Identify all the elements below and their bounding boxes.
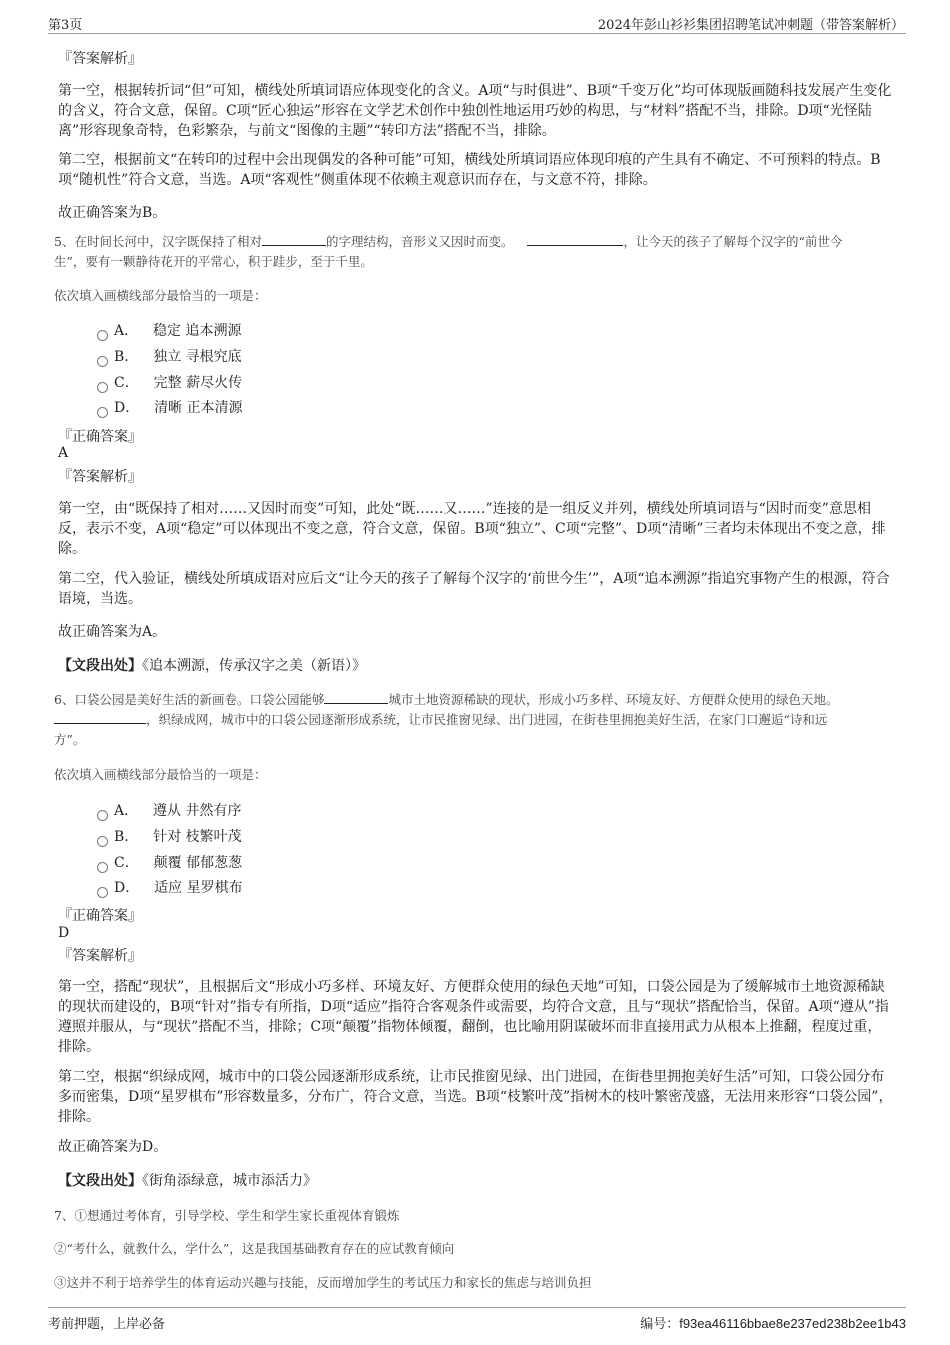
page-number: 第3页: [48, 18, 83, 33]
header-divider: [48, 33, 906, 34]
q4-analysis-paragraph-1: 第一空，根据转折词“但”可知，横线处所填词语应体现变化的含义。A项“与时俱进”、B项“千变万化”均可体现版画随科技发展产生变化的含义，符合文意，保留。C项“匠心独运”形容在文学艺术创作中独创性地运用巧妙的构思，与“材料”搭配不当，排除。D项“光怪陆离”形容现象奇特，色彩繁杂，与前文“图像的主题”“转印方法”搭配不当，排除。: [58, 83, 892, 139]
q5-stem-part-d: 生”，要有一颗静待花开的平常心，积于跬步，至于千里。: [54, 254, 373, 269]
q6-conclusion: 故正确答案为D。: [58, 1139, 168, 1155]
q5-option-d[interactable]: D． 清晰 正本清源: [114, 400, 243, 416]
q6-source-text: 《街角添绿意，城市添活力》: [142, 1173, 317, 1189]
q5-analysis-paragraph-2: 第二空，代入验证，横线处所填成语对应后文“让今天的孩子了解每个汉字的‘前世今生’”，A项“追本溯源”指追究事物产生的根源，符合语境，当选。: [58, 571, 890, 607]
q7-line-2: ②“考什么，就教什么，学什么”，这是我国基础教育存在的应试教育倾向: [54, 1241, 455, 1256]
footer-code: [640, 1313, 906, 1332]
q4-analysis-label: 『答案解析』: [58, 51, 142, 67]
q4-conclusion: 故正确答案为B。: [58, 205, 167, 221]
footer-code-label: 编号：: [640, 1317, 680, 1332]
q6-option-b[interactable]: B． 针对 枝繁叶茂: [114, 829, 242, 845]
q6-blank-2: [54, 711, 146, 724]
q5-blank-2: [527, 233, 623, 246]
q6-stem: [54, 690, 894, 750]
q6-analysis-label: 『答案解析』: [58, 948, 142, 964]
footer-slogan: 考前押题，上岸必备: [48, 1317, 166, 1332]
q7-line-1: 7、①想通过考体育，引导学校、学生和学生家长重视体育锻炼: [54, 1208, 400, 1223]
footer-divider: [48, 1307, 906, 1308]
q6-correct-answer: D: [58, 925, 70, 941]
q5-source-label: 【文段出处】: [58, 658, 142, 674]
document-title: 2024年彭山衫衫集团招聘笔试冲刺题（带答案解析）: [597, 18, 904, 33]
q6-correct-label: 『正确答案』: [58, 908, 142, 924]
q7-line-3: ③这并不利于培养学生的体育运动兴趣与技能，反而增加学生的考试压力和家长的焦虑与培训负担: [54, 1275, 592, 1290]
q5-option-a[interactable]: A． 稳定 追本溯源: [114, 323, 242, 339]
q6-option-a[interactable]: A． 遵从 井然有序: [114, 803, 242, 819]
q5-stem: [54, 232, 894, 272]
q5-option-b[interactable]: B． 独立 寻根究底: [114, 349, 242, 365]
q5-prompt: 依次填入画横线部分最恰当的一项是：: [54, 288, 267, 303]
q5-conclusion: 故正确答案为A。: [58, 624, 167, 640]
q4-analysis-paragraph-2: 第二空，根据前文“在转印的过程中会出现偶发的各种可能”可知，横线处所填词语应体现印痕的产生具有不确定、不可预料的特点。B项“随机性”符合文意，当选。A项“客观性”侧重体现不依赖主观意识而存在，与文意不符，排除。: [58, 152, 881, 188]
q5-blank-1: [262, 233, 326, 246]
q6-option-d[interactable]: D． 适应 星罗棋布: [114, 880, 243, 896]
q6-stem-part-a: 6、口袋公园是美好生活的新画卷。口袋公园能够: [54, 692, 325, 707]
footer-code-value: f93ea46116bbae8e237ed238b2ee1b43: [679, 1316, 906, 1331]
q5-source: [58, 656, 894, 676]
q5-stem-part-b: 的字理结构，音形义又因时而变。: [325, 234, 514, 249]
q5-stem-part-a: 5、在时间长河中，汉字既保持了相对: [54, 234, 262, 249]
q5-analysis-paragraph-1: 第一空，由“既保持了相对……又因时而变”可知，此处“既……又……”连接的是一组反义并列，横线处所填词语与“因时而变”意思相反，表示不变，A项“稳定”可以体现出不变之意，符合文意，保留。B项“独立”、C项“完整”、D项“清晰”三者均未体现出不变之意，排除。: [58, 501, 886, 557]
q5-source-text: 《追本溯源，传承汉字之美（新语）》: [142, 658, 366, 674]
q6-source-label: 【文段出处】: [58, 1173, 142, 1189]
q6-stem-part-b: 城市土地资源稀缺的现状，形成小巧多样、环境友好、方便群众使用的绿色天地。: [388, 692, 839, 707]
q6-analysis-paragraph-2: 第二空，根据“织绿成网，城市中的口袋公园逐渐形成系统，让市民推窗见绿、出门进园，在街巷里拥抱美好生活”可知，口袋公园分布多而密集，D项“星罗棋布”形容数量多，分布广，符合文意，当选。B项“枝繁叶茂”指树木的枝叶繁密茂盛，无法用来形容“口袋公园”，排除。: [58, 1069, 893, 1125]
q5-analysis-label: 『答案解析』: [58, 469, 142, 485]
q6-blank-1: [324, 691, 388, 704]
q5-stem-part-c: ，让今天的孩子了解每个汉字的“前世今: [623, 234, 843, 249]
q6-prompt: 依次填入画横线部分最恰当的一项是：: [54, 767, 267, 782]
q6-stem-part-d: 方”。: [54, 732, 86, 747]
q6-option-c[interactable]: C． 颠覆 郁郁葱葱: [114, 855, 243, 871]
q5-correct-answer: A: [58, 445, 69, 461]
q5-correct-label: 『正确答案』: [58, 429, 142, 445]
q6-stem-part-c: ，织绿成网，城市中的口袋公园逐渐形成系统，让市民推窗见绿、出门进园，在街巷里拥抱美好生活，在家门口邂逅“诗和远: [146, 712, 828, 727]
q5-option-c[interactable]: C． 完整 薪尽火传: [114, 375, 243, 391]
q6-analysis-paragraph-1: 第一空，搭配“现状”，且根据后文“形成小巧多样、环境友好、方便群众使用的绿色天地”可知，口袋公园是为了缓解城市土地资源稀缺的现状而建设的，B项“针对”指专有所指，D项“适应”指符合客观条件或需要，均符合文意，且与“现状”搭配恰当，保留。A项“遵从”指遵照并服从，与“现状”搭配不当，排除；C项“颠覆”指物体倾覆，翻倒，也比喻用阴谋破坏而非直接用武力从根本上推翻，程度过重，排除。: [58, 979, 889, 1055]
q6-source: [58, 1171, 894, 1191]
